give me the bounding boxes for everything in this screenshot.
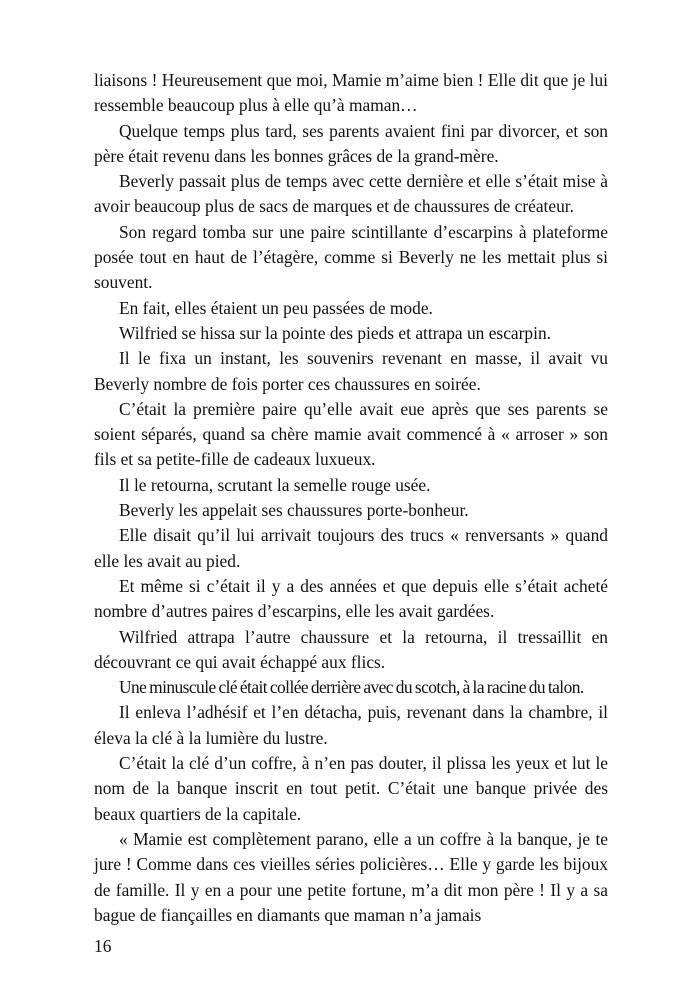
paragraph: Quelque temps plus tard, ses parents avaient fini par divorcer, et son père était revenu dans les bonnes grâces de la grand-mère.: [94, 120, 608, 166]
paragraph: Son regard tomba sur une paire scintillante d’escarpins à plateforme posée tout en haut de l’étagère, comme si Beverly ne les mettait plus si souvent.: [94, 221, 608, 293]
paragraph: Il le fixa un instant, les souvenirs revenant en masse, il avait vu Beverly nombre de fois porter ces chaussures en soirée.: [94, 348, 608, 394]
paragraph: Il le retourna, scrutant la semelle rouge usée.: [119, 474, 431, 495]
paragraph: Wilfried attrapa l’autre chaussure et la retourna, il tressaillit en découvrant ce qui avait échappé aux flics.: [94, 626, 608, 672]
paragraph: C’était la première paire qu’elle avait eue après que ses parents se soient séparés, quand sa chère mamie avait commencé à « arroser » son fils et sa petite-fille de cadeaux luxueux.: [94, 398, 608, 470]
paragraph: Une minuscule clé était collée derrière avec du scotch, à la racine du talon.: [119, 677, 584, 698]
paragraph: « Mamie est complètement parano, elle a un coffre à la banque, je te jure ! Comme dans ces vieilles séries policières… Elle y garde les bijoux de famille. Il y en a pour une petite fortune, m’a dit mon père ! Il y a sa bague de fiançailles en diamants que maman n’a jamais: [94, 828, 608, 925]
page-body: [94, 68, 608, 928]
paragraph: C’était la clé d’un coffre, à n’en pas douter, il plissa les yeux et lut le nom de la banque inscrit en tout petit. C’était une banque privée des beaux quartiers de la capitale.: [94, 753, 608, 824]
paragraph: En fait, elles étaient un peu passées de mode.: [119, 297, 433, 318]
paragraph: Beverly les appelait ses chaussures porte-bonheur.: [119, 500, 469, 521]
paragraph: Il enleva l’adhésif et l’en détacha, puis, revenant dans la chambre, il éleva la clé à la lumière du lustre.: [94, 702, 608, 748]
paragraph: liaisons ! Heureusement que moi, Mamie m’aime bien ! Elle dit que je lui ressemble beaucoup plus à elle qu’à maman…: [94, 70, 608, 116]
page-number: 16: [94, 936, 112, 956]
paragraph: Beverly passait plus de temps avec cette dernière et elle s’était mise à avoir beaucoup plus de sacs de marques et de chaussures de créateur.: [94, 171, 608, 217]
paragraph: Elle disait qu’il lui arrivait toujours des trucs « renversants » quand elle les avait au pied.: [94, 525, 608, 571]
paragraph: Wilfried se hissa sur la pointe des pieds et attrapa un escarpin.: [119, 322, 551, 343]
paragraph: Et même si c’était il y a des années et que depuis elle s’était acheté nombre d’autres paires d’escarpins, elle les avait gardées.: [94, 575, 608, 622]
